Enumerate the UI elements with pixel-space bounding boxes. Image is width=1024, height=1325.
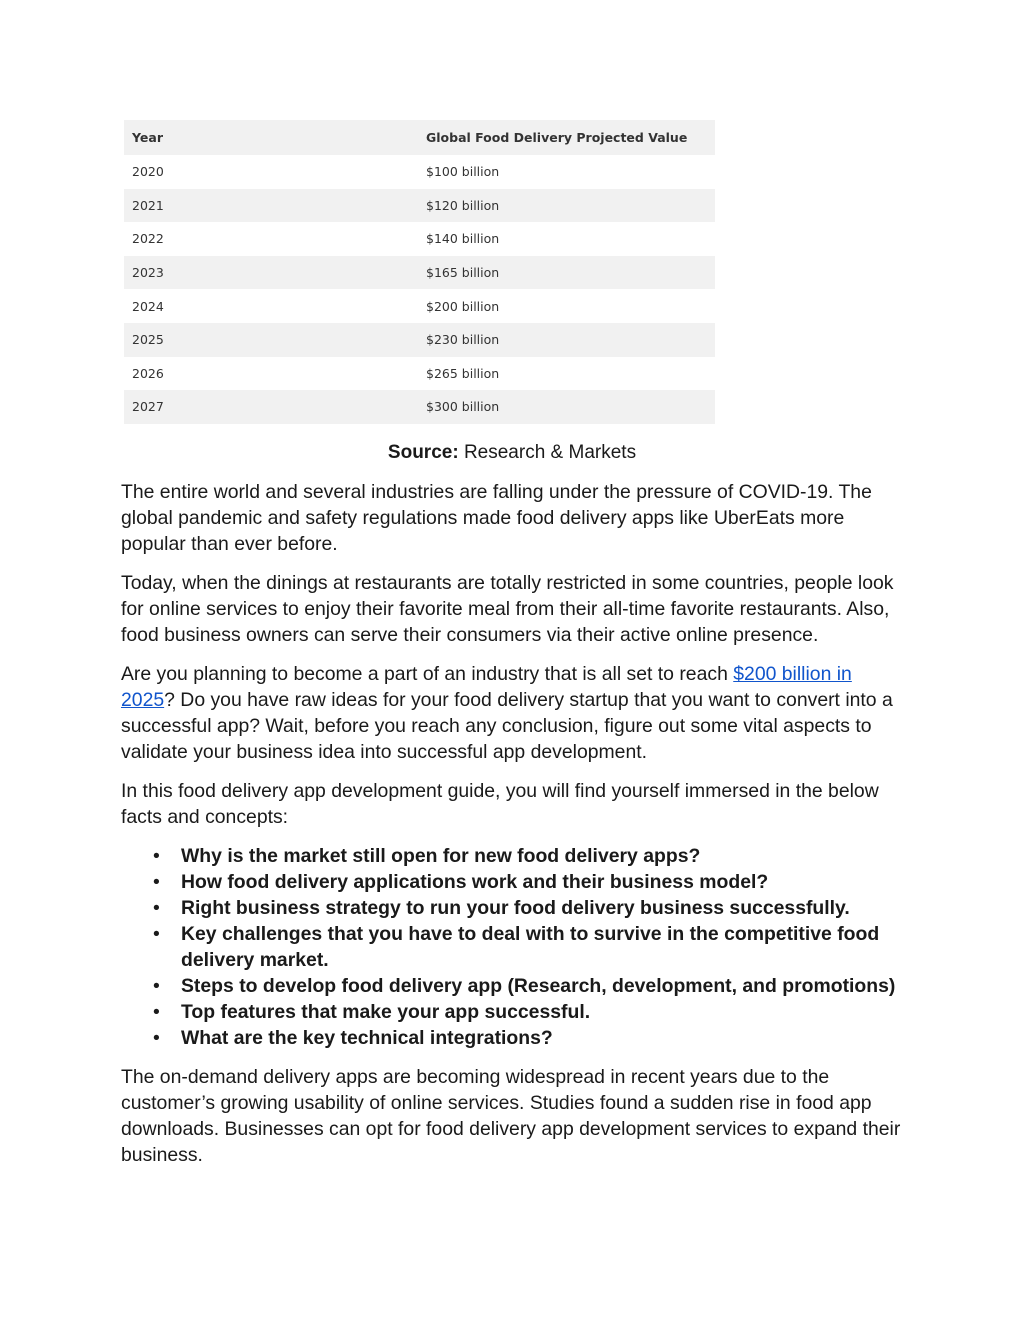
cell-value: $265 billion (426, 365, 500, 381)
paragraph-guide-intro: In this food delivery app development guide, you will find yourself immersed in the below facts and concepts: (121, 780, 879, 828)
cell-year: 2025 (132, 332, 164, 348)
paragraph-industry-growth (121, 661, 911, 765)
list-item (153, 869, 911, 895)
cell-year: 2026 (132, 365, 164, 381)
list-item-text: What are the key technical integrations? (181, 1027, 553, 1049)
cell-year: 2022 (132, 231, 164, 247)
source-text: Research & Markets (458, 442, 637, 463)
cell-value: $140 billion (426, 231, 500, 247)
table-row (124, 256, 715, 290)
source-label: Source: (387, 442, 459, 463)
list-item (153, 973, 911, 999)
bullet-icon: • (153, 871, 160, 893)
projected-value-table-container (124, 120, 715, 424)
table-row (124, 189, 715, 223)
list-item-text: How food delivery applications work and their business model? (181, 871, 769, 893)
table-row (124, 155, 715, 189)
bullet-icon: • (153, 1001, 160, 1023)
list-item (153, 843, 911, 869)
list-item-text: Key challenges that you have to deal with to survive in the competitive food delivery market. (181, 923, 880, 971)
bullet-icon: • (153, 975, 160, 997)
projected-value-table (124, 120, 715, 424)
list-item-text: Steps to develop food delivery app (Research, development, and promotions) (181, 975, 896, 997)
market-value-link[interactable]: $200 billion in 2025 (121, 663, 852, 711)
cell-value: $300 billion (426, 399, 500, 415)
table-header-row (124, 120, 715, 155)
cell-value: $120 billion (426, 197, 500, 213)
cell-value: $200 billion (426, 298, 500, 314)
bullet-icon: • (153, 923, 160, 945)
cell-value: $100 billion (426, 164, 500, 180)
paragraph-covid: The entire world and several industries are falling under the pressure of COVID-19. The global pandemic and safety regulations made food delivery apps like UberEats more popular than ever before. (121, 481, 872, 555)
list-item (153, 1025, 911, 1051)
bullet-icon: • (153, 845, 160, 867)
paragraph-text-after-link: ? Do you have raw ideas for your food delivery startup that you want to convert into a successful app? Wait, before you reach any conclusion, figure out some vital aspects to validate your business idea into successful app development. (121, 689, 893, 763)
list-item (153, 999, 911, 1025)
table-row (124, 222, 715, 256)
header-projected-value: Global Food Delivery Projected Value (426, 130, 688, 145)
table-row (124, 289, 715, 323)
cell-year: 2024 (132, 298, 164, 314)
facts-list (121, 843, 911, 1051)
list-item (153, 895, 911, 921)
table-row (124, 323, 715, 357)
article-body (121, 479, 911, 1181)
cell-year: 2027 (132, 399, 164, 415)
table-row (124, 357, 715, 391)
cell-value: $230 billion (426, 332, 500, 348)
bullet-icon: • (153, 1027, 160, 1049)
table-row (124, 390, 715, 424)
cell-value: $165 billion (426, 265, 500, 281)
list-item (153, 921, 911, 973)
cell-year: 2020 (132, 164, 164, 180)
paragraph-dining-restrictions: Today, when the dinings at restaurants are totally restricted in some countries, people look for online services to enjoy their favorite meal from their all-time favorite restaurants. Also, food business owners can serve their consumers via their active online presence. (121, 572, 894, 646)
list-item-text: Top features that make your app successful. (181, 1001, 591, 1023)
source-caption (0, 441, 1024, 465)
list-item-text: Why is the market still open for new food delivery apps? (181, 845, 701, 867)
cell-year: 2023 (132, 265, 164, 281)
header-year: Year (132, 130, 163, 145)
list-item-text: Right business strategy to run your food delivery business successfully. (181, 897, 850, 919)
bullet-icon: • (153, 897, 160, 919)
paragraph-text-before-link: Are you planning to become a part of an industry that is all set to reach (121, 663, 734, 685)
cell-year: 2021 (132, 197, 164, 213)
paragraph-on-demand: The on-demand delivery apps are becoming widespread in recent years due to the customer’s growing usability of online services. Studies found a sudden rise in food app downloads. Businesses can opt for food delivery app development services to expand their business. (121, 1066, 901, 1166)
